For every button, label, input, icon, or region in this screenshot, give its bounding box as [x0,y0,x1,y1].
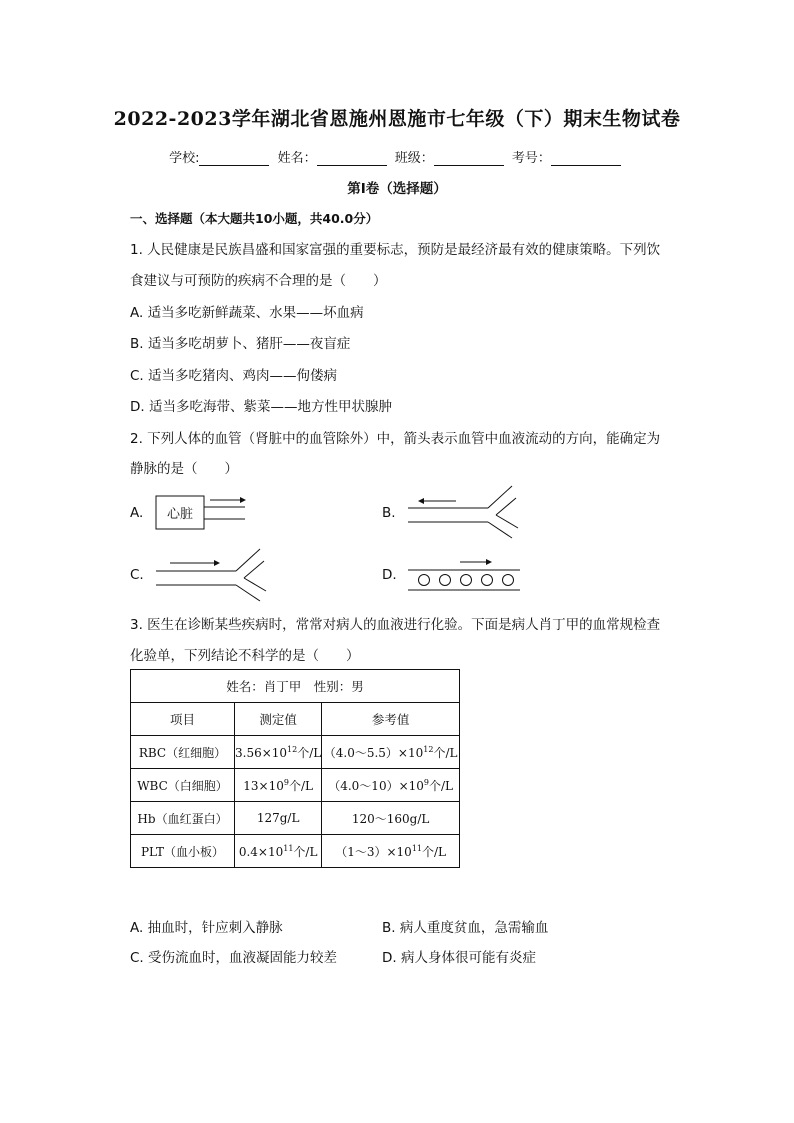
branch-inner-top [496,498,516,515]
school-label: 学校: [169,151,200,166]
school-blank[interactable] [199,151,269,166]
measured-cell: $0.4\times 10^{11}$个/L [235,835,322,868]
q2-option-c-diagram [150,545,275,605]
valve-circle [419,575,430,586]
flow-arrow-head [486,559,492,565]
branch-inner-bottom [244,578,266,591]
q2-option-b-letter: B. [382,505,396,521]
q3-option-d: D. 病人身体很可能有炎症 [382,950,536,966]
q1-option-a: A. 适当多吃新鲜蔬菜、水果——坏血病 [130,305,364,321]
q2-option-a-letter: A. [130,505,144,521]
q2-option-d-diagram [400,552,525,596]
exam-number-blank[interactable] [551,151,621,166]
flow-arrow-head [240,497,246,503]
q1-stem-line1: 1. 人民健康是民族昌盛和国家富强的重要标志，预防是最经济最有效的健康策略。下列饮 [130,242,661,258]
q3-stem-line1: 3. 医生在诊断某些疾病时，常常对病人的血液进行化验。下面是病人肖丁甲的血常规检查 [130,617,661,633]
class-blank[interactable] [434,151,504,166]
valve-circle [461,575,472,586]
reference-cell: 120～160g/L [322,802,460,835]
valve-circle [440,575,451,586]
item-cell: WBC（白细胞） [131,769,235,802]
table-patient-row [131,670,460,703]
table-row [131,835,460,868]
name-label: 姓名： [277,151,317,166]
flow-arrow-head [214,560,220,566]
section-title: 一、选择题（本大题共10小题，共40.0分） [130,211,379,226]
item-cell: PLT（血小板） [131,835,235,868]
reference-cell: $(4.0\sim 10)\times 10^9$个/L [322,769,460,802]
q2-stem-line2: 静脉的是（ ） [130,461,238,477]
reference-cell: $(1\sim 3)\times 10^{11}$个/L [322,835,460,868]
q3-option-c: C. 受伤流血时，血液凝固能力较差 [130,950,338,966]
item-cell: RBC（红细胞） [131,736,235,769]
measured-cell: $13\times 10^9$个/L [235,769,322,802]
table-row [131,769,460,802]
q1-option-c: C. 适当多吃猪肉、鸡肉——佝偻病 [130,368,338,384]
branch-outer-bottom [236,585,260,601]
table-row [131,802,460,835]
blood-test-table [130,669,460,868]
q2-option-d-letter: D. [382,567,397,583]
patient-cell: 姓名：肖丁甲 性别：男 [131,670,460,703]
branch-inner-top [244,561,264,578]
reference-cell: $(4.0\sim 5.5)\times 10^{12}$个/L [322,736,460,769]
branch-outer-bottom [488,522,512,538]
table-row [131,736,460,769]
branch-inner-bottom [496,515,518,528]
valve-circle [482,575,493,586]
name-blank[interactable] [317,151,387,166]
header-item: 项目 [131,703,235,736]
q2-stem-line1: 2. 下列人体的血管（肾脏中的血管除外）中，箭头表示血管中血液流动的方向，能确定为 [130,431,661,447]
q2-option-a-diagram [150,490,260,536]
q3-stem-line2: 化验单，下列结论不科学的是（ ） [130,648,360,664]
measured-cell: $3.56\times 10^{12}$个/L [235,736,322,769]
q1-option-d: D. 适当多吃海带、紫菜——地方性甲状腺肿 [130,399,392,415]
item-cell: Hb（血红蛋白） [131,802,235,835]
header-measured: 测定值 [235,703,322,736]
q3-option-a: A. 抽血时，针应刺入静脉 [130,920,283,936]
heart-label: 心脏 [166,507,194,522]
exam-number-label: 考号： [511,151,551,166]
table-header-row [131,703,460,736]
header-reference: 参考值 [322,703,460,736]
measured-cell: 127g/L [235,802,322,835]
q2-option-c-letter: C. [130,567,144,583]
flow-arrow-head [418,498,424,504]
q1-option-b: B. 适当多吃胡萝卜、猪肝——夜盲症 [130,336,351,352]
exam-title: 2022-2023学年湖北省恩施州恩施市七年级（下）期末生物试卷 [113,108,681,130]
q1-stem-line2: 食建议与可预防的疾病不合理的是（ ） [130,273,387,289]
student-info-line [0,147,794,166]
class-label: 班级： [394,151,434,166]
part-title: 第I卷（选择题） [347,181,447,197]
q3-option-b: B. 病人重度贫血，急需输血 [382,920,549,936]
valve-circle [503,575,514,586]
q2-option-b-diagram [400,482,525,542]
